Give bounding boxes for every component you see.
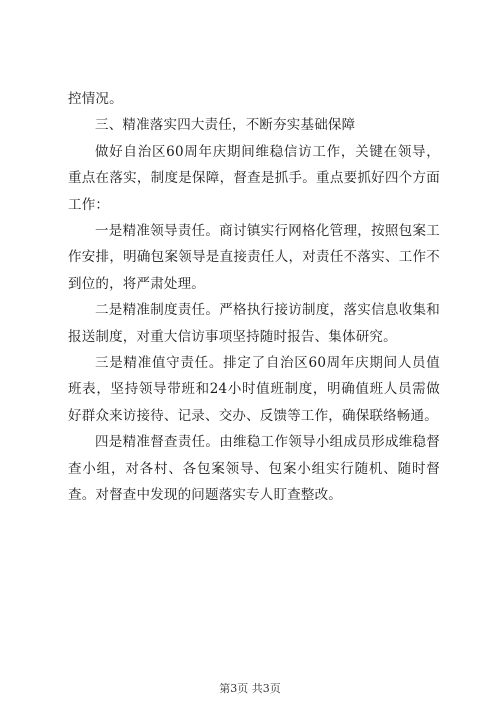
document-body [68, 86, 440, 509]
section-heading: 三、精准落实四大责任，不断夯实基础保障 [95, 117, 356, 134]
paragraph-leadership-responsibility: 一是精准领导责任。商讨镇实行网格化管理，按照包案工作安排，明确包案领导是直接责任人，对责任不落实、工作不到位的，将严肃处理。 [68, 223, 440, 292]
page-number-footer: 第3页 共3页 [219, 682, 281, 695]
paragraph-duty-responsibility: 三是精准值守责任。排定了自治区60周年庆期间人员值班表，坚持领导带班和24小时值班制度，明确值班人员需做好群众来访接待、记录、交办、反馈等工作，确保联络畅通。 [68, 355, 440, 424]
paragraph-supervision-responsibility: 四是精准督查责任。由维稳工作领导小组成员形成维稳督查小组，对各村、各包案领导、包案小组实行随机、随时督查。对督查中发现的问题落实专人盯查整改。 [68, 434, 440, 504]
paragraph-continuation: 控情况。 [68, 91, 123, 107]
paragraph-system-responsibility: 二是精准制度责任。严格执行接访制度，落实信息收集和报送制度，对重大信访事项坚持随时报告、集体研究。 [68, 302, 440, 345]
paragraph-intro: 做好自治区60周年庆期间维稳信访工作，关键在领导，重点在落实，制度是保障，督查是抓手。重点要抓好四个方面工作： [68, 143, 440, 213]
